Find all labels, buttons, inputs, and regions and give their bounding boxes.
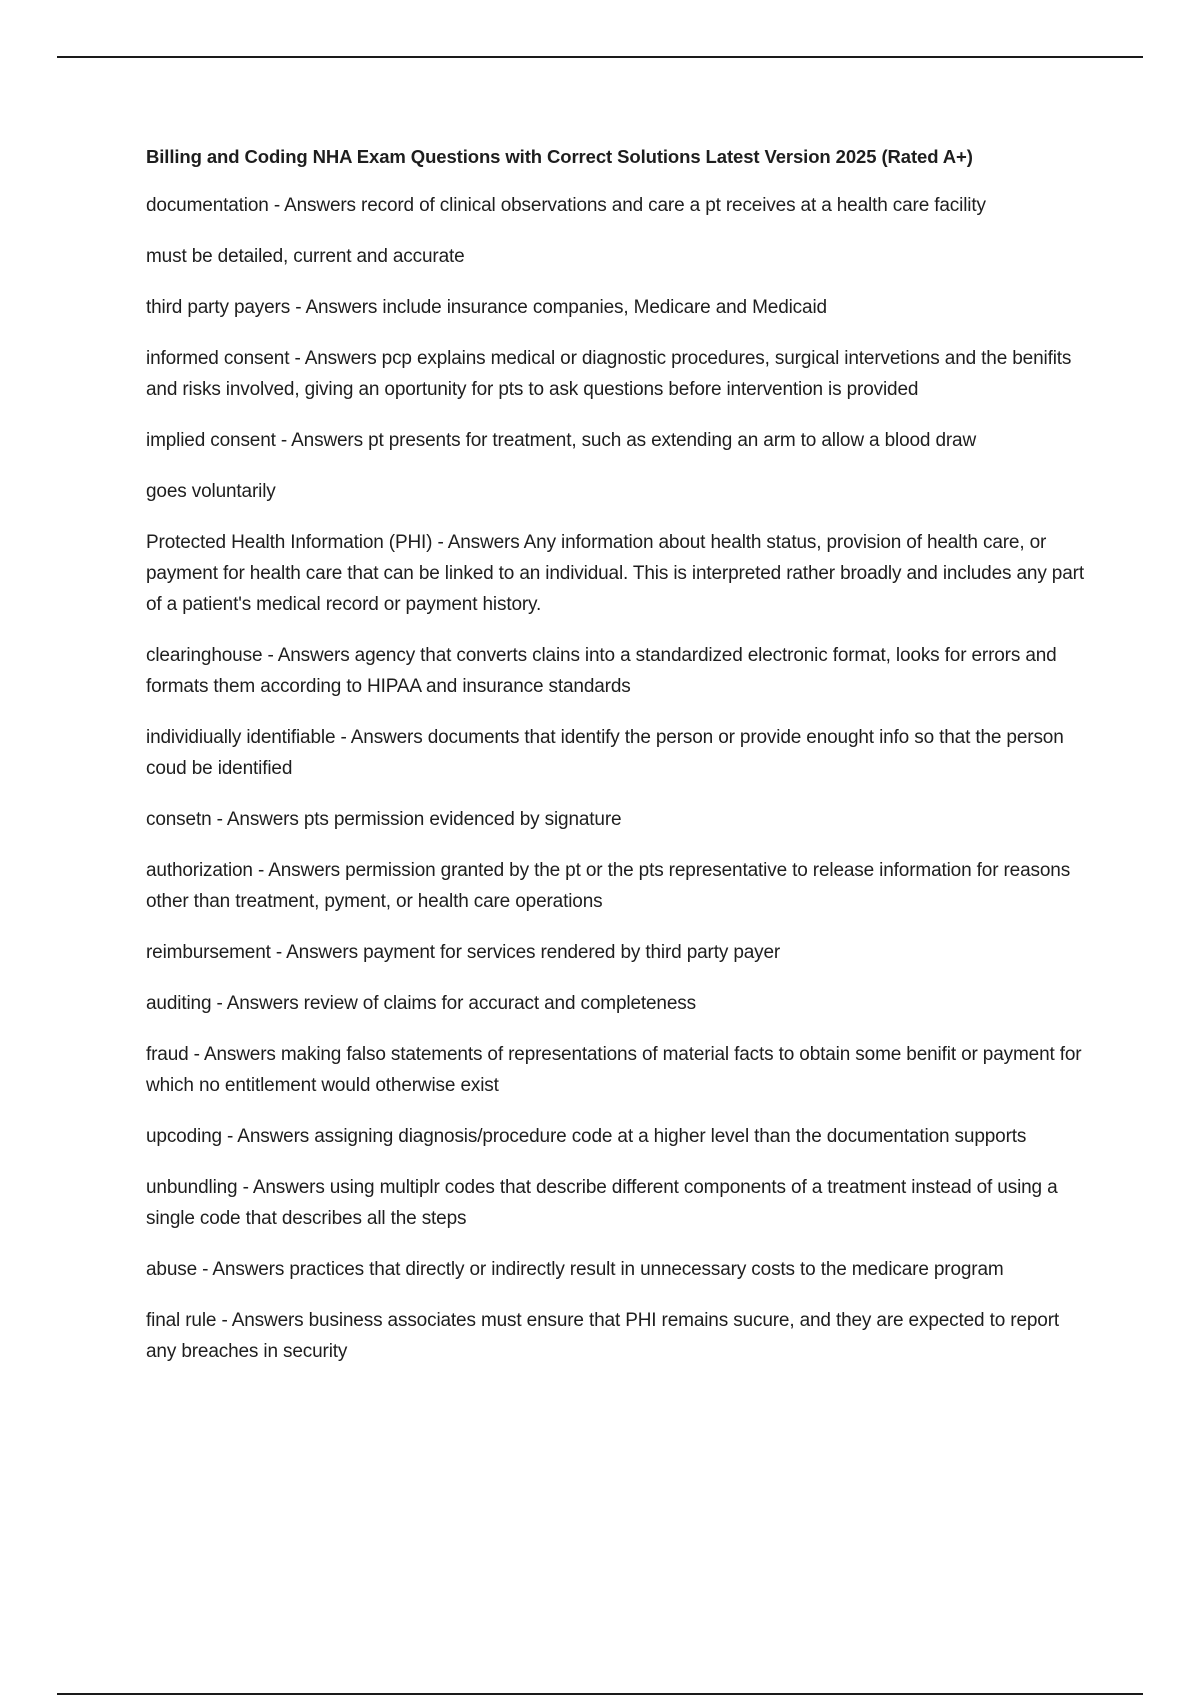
bottom-rule xyxy=(57,1693,1143,1695)
entry-authorization: authorization - Answers permission granted by the pt or the pts representative to release information for reasons other than treatment, pyment, or health care operations xyxy=(146,860,1071,912)
entry-implied-consent: implied consent - Answers pt presents for treatment, such as extending an arm to allow a blood draw xyxy=(146,430,977,451)
entry-abuse: abuse - Answers practices that directly or indirectly result in unnecessary costs to the medicare program xyxy=(146,1259,1004,1280)
document-body xyxy=(146,142,1091,1387)
entry-final-rule: final rule - Answers business associates must ensure that PHI remains sucure, and they are expected to report any breaches in security xyxy=(146,1310,1059,1362)
top-rule xyxy=(57,56,1143,58)
entry-auditing: auditing - Answers review of claims for accuract and completeness xyxy=(146,993,696,1014)
entry-implied-consent-note: goes voluntarily xyxy=(146,481,276,502)
entry-reimbursement: reimbursement - Answers payment for services rendered by third party payer xyxy=(146,942,781,963)
entry-informed-consent: informed consent - Answers pcp explains medical or diagnostic procedures, surgical intervetions and the benifits and risks involved, giving an oportunity for pts to ask questions before intervention is provided xyxy=(146,348,1072,400)
entry-phi: Protected Health Information (PHI) - Answers Any information about health status, provision of health care, or payment for health care that can be linked to an individual. This is interpreted rather broadly and includes any part of a patient's medical record or payment history. xyxy=(146,532,1084,615)
entry-fraud: fraud - Answers making falso statements of representations of material facts to obtain some benifit or payment for which no entitlement would otherwise exist xyxy=(146,1044,1082,1096)
entry-individually-identifiable: individiually identifiable - Answers documents that identify the person or provide enought info so that the person coud be identified xyxy=(146,727,1064,779)
entry-clearinghouse: clearinghouse - Answers agency that converts clains into a standardized electronic format, looks for errors and formats them according to HIPAA and insurance standards xyxy=(146,645,1057,697)
document-title: Billing and Coding NHA Exam Questions with Correct Solutions Latest Version 2025 (Rated A+) xyxy=(146,146,973,167)
entry-consent: consetn - Answers pts permission evidenced by signature xyxy=(146,809,622,830)
entry-unbundling: unbundling - Answers using multiplr codes that describe different components of a treatment instead of using a single code that describes all the steps xyxy=(146,1177,1058,1229)
entry-third-party-payers: third party payers - Answers include insurance companies, Medicare and Medicaid xyxy=(146,297,827,318)
entry-documentation: documentation - Answers record of clinical observations and care a pt receives at a health care facility xyxy=(146,195,986,216)
entry-documentation-note: must be detailed, current and accurate xyxy=(146,246,465,267)
entry-upcoding: upcoding - Answers assigning diagnosis/procedure code at a higher level than the documentation supports xyxy=(146,1126,1027,1147)
